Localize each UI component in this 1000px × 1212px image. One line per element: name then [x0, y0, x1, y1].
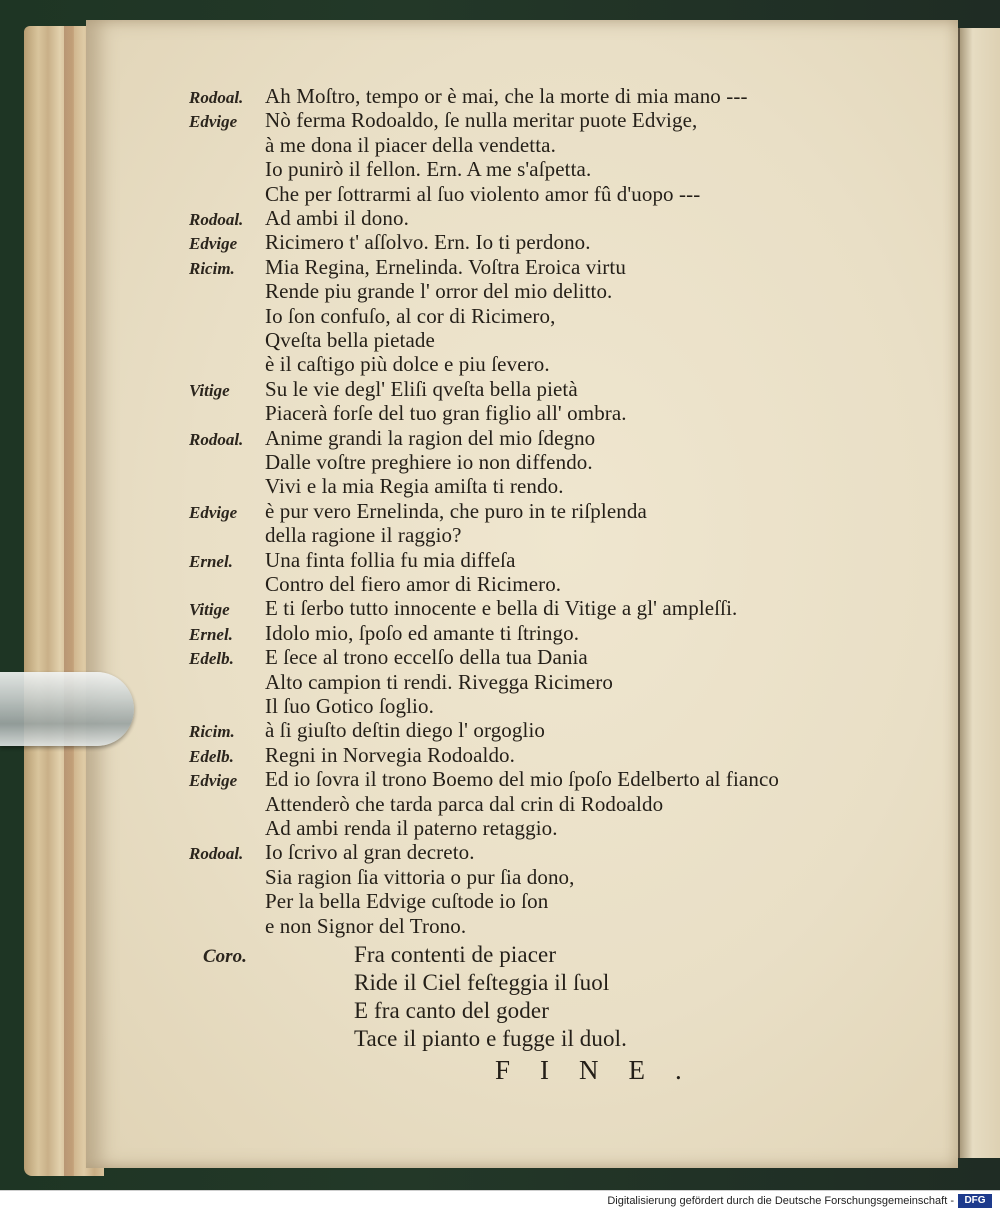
verse-line: Vivi e la mia Regia amiſta ti rendo.	[265, 474, 564, 499]
speaker-label: Edvige	[189, 771, 238, 791]
fine-heading: FINE.	[495, 1055, 712, 1085]
verse-line: Io ſon confuſo, al cor di Ricimero,	[265, 303, 556, 328]
speaker-label: Edelb.	[189, 746, 234, 766]
footer-credit: Digitalisierung gefördert durch die Deutsche Forschungsgemeinschaft -	[607, 1195, 954, 1207]
speaker-label: Ricim.	[189, 258, 235, 278]
speaker-label: Rodoal.	[189, 429, 244, 449]
verse-line: Qveſta bella pietade	[265, 328, 435, 352]
speaker-label: Rodoal.	[189, 88, 244, 107]
speaker-label: Ernel.	[189, 624, 233, 644]
chorus-speaker: Coro.	[203, 946, 247, 967]
verse-line: e non Signor del Trono.	[265, 913, 467, 938]
speaker-label: Ricim.	[189, 722, 235, 742]
verse-line: à ſi giuſto deſtin diego l' orgoglio	[265, 718, 545, 743]
verse-line: Attenderò che tarda parca dal crin di Rodoaldo	[265, 791, 664, 816]
speaker-label: Edvige	[189, 234, 238, 254]
speaker-label: Edvige	[189, 502, 238, 522]
speaker-label: Edelb.	[189, 649, 234, 669]
verse-line: è pur vero Ernelinda, che puro in te riſplenda	[265, 498, 647, 523]
verse-line: Mia Regina, Ernelinda. Voſtra Eroica virtu	[265, 254, 626, 279]
verse-line: Idolo mio, ſpoſo ed amante ti ſtringo.	[265, 620, 580, 645]
verse-line: Su le vie degl' Eliſi qveſta bella pietà	[265, 376, 578, 401]
verse-line: della ragione il raggio?	[265, 523, 462, 548]
page-clip	[0, 672, 134, 746]
verse-line: Piacerà forſe del tuo gran figlio all' ombra.	[265, 401, 627, 426]
verse-line: Ricimero t' aſſolvo. Ern. Io ti perdono.	[265, 230, 591, 255]
verse-line: Rende piu grande l' orror del mio delitto.	[265, 279, 613, 304]
verse-line: Ad ambi renda il paterno retaggio.	[265, 816, 558, 840]
verse-line: Ed io ſovra il trono Boemo del mio ſpoſo Edelberto al fianco	[265, 767, 779, 792]
verse-line: E ſece al trono eccelſo della tua Dania	[265, 645, 588, 670]
verse-line: Per la bella Edvige cuſtode io ſon	[265, 889, 549, 914]
verse-line: E ti ſerbo tutto innocente e bella di Vitige a gl' ampleſſi.	[265, 596, 738, 621]
chorus-line: Ride il Ciel feſteggia il ſuol	[354, 970, 610, 995]
speaker-label: Vitige	[189, 380, 230, 400]
speaker-label: Rodoal.	[189, 844, 244, 864]
chorus-line: E fra canto del goder	[354, 998, 549, 1023]
verse-line: è il caſtigo più dolce e piu ſevero.	[265, 352, 550, 377]
verse-line: Sia ragion ſia vittoria o pur ſia dono,	[265, 864, 575, 889]
verse-line: Il ſuo Gotico ſoglio.	[265, 694, 434, 718]
verse-line: Ah Moſtro, tempo or è mai, che la morte di mia mano ---	[265, 84, 748, 108]
verse-line: Una finta follia fu mia diffeſa	[265, 547, 516, 572]
verse-line: Io ſcrivo al gran decreto.	[265, 840, 475, 865]
chorus-line: Fra contenti de piacer	[354, 942, 557, 967]
verse-line: à me dona il piacer della vendetta.	[265, 132, 556, 157]
verse-line: Ad ambi il dono.	[265, 206, 409, 230]
verse-line: Che per ſottrarmi al ſuo violento amor fû d'uopo ---	[265, 181, 701, 206]
verse-line: Alto campion ti rendi. Rivegga Ricimero	[265, 669, 613, 694]
verse-line: Nò ferma Rodoaldo, ſe nulla meritar puote Edvige,	[265, 108, 698, 133]
verse-line: Anime grandi la ragion del mio ſdegno	[265, 425, 596, 450]
speaker-label: Vitige	[189, 600, 230, 620]
verse-line: Dalle voſtre preghiere io non diffendo.	[265, 450, 593, 474]
chorus-line: Tace il pianto e fugge il duol.	[354, 1026, 627, 1051]
speaker-label: Ernel.	[189, 551, 233, 571]
dfg-logo: DFG	[958, 1194, 992, 1208]
verse-line: Contro del fiero amor di Ricimero.	[265, 572, 562, 596]
verse-line: Regni in Norvegia Rodoaldo.	[265, 742, 515, 767]
footer-bar	[0, 1190, 1000, 1212]
verse-line: Io punirò il fellon. Ern. A me s'aſpetta.	[265, 157, 592, 182]
speaker-label: Rodoal.	[189, 210, 244, 229]
speaker-label: Edvige	[189, 112, 238, 132]
